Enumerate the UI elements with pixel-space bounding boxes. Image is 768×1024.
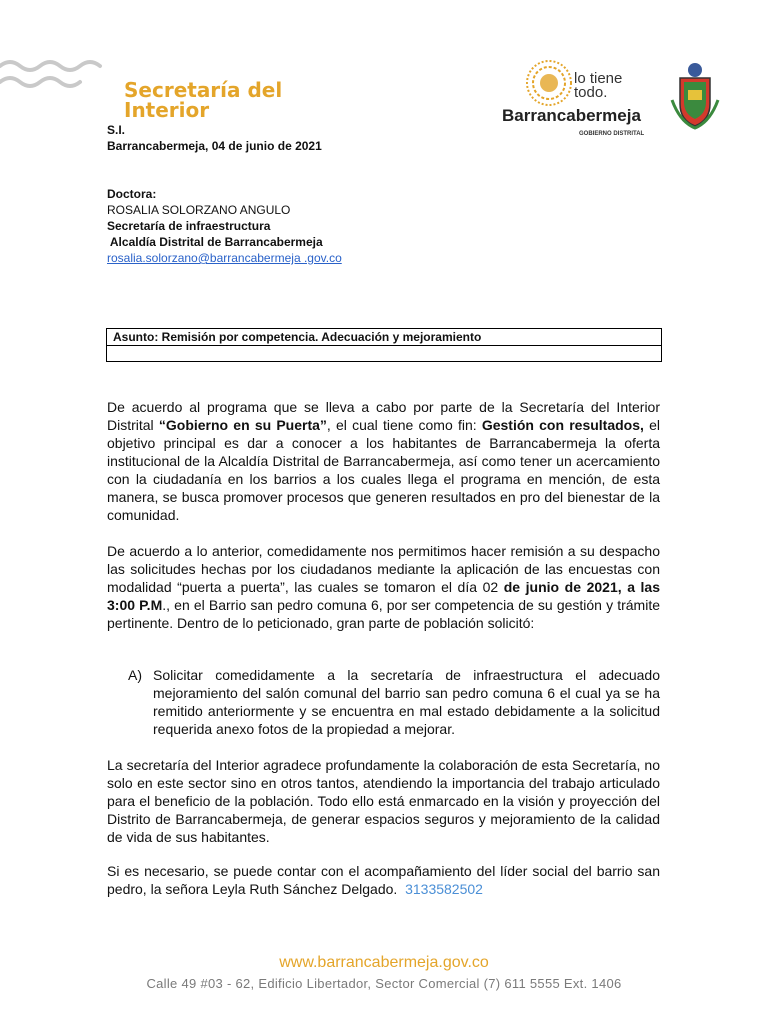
request-list-item — [128, 666, 660, 738]
recipient-name: ROSALIA SOLORZANO ANGULO — [107, 203, 291, 217]
city-name: Barrancabermeja — [502, 106, 641, 125]
footer-website[interactable]: www.barrancabermeja.gov.co — [279, 954, 489, 971]
list-marker: A) — [128, 667, 142, 683]
request-text: Solicitar comedidamente a la secretaría de infraestructura el adecuado mejoramiento del salón comunal del barrio san pedro comuna 6 el cual ya se ha remitido anteriormente y se encuentra en mal estado debidamente a la solicitud requerida anexo fotos de la propiedad a mejorar. — [153, 667, 660, 737]
survey-date: de junio de 2021, a las 3:00 P.M — [107, 579, 661, 613]
p4-text: Si es necesario, se puede contar con el acompañamiento del líder social del barrio san pedro, la señora Leyla Ruth Sánchez Delgado. — [107, 863, 664, 897]
sun-emblem-icon — [524, 58, 574, 108]
department-line1: Secretaría del — [124, 78, 283, 102]
p1-text-c: , el cual tiene como fin: — [326, 417, 482, 433]
reference-code: S.I. — [107, 123, 126, 137]
department-line2: Interior — [124, 98, 210, 122]
subject-box — [106, 328, 662, 362]
recipient-email-link[interactable]: rosalia.solorzano@barrancabermeja .gov.co — [107, 251, 342, 265]
program-name: “Gobierno en su Puerta” — [158, 417, 327, 433]
program-goal: Gestión con resultados, — [481, 417, 644, 433]
subject-text: Asunto: Remisión por competencia. Adecuación y mejoramiento — [107, 329, 661, 346]
p2-text-a: De acuerdo a lo anterior, comedidamente nos permitimos hacer remisión a su despacho las solicitudes hechas por los ciudadanos mediante la aplicación de las encuestas con modalidad “puerta a puerta”, las cuales se tomaron el día 02 — [107, 543, 660, 595]
p1-text-e: el objetivo principal es dar a conocer a los habitantes de Barrancabermeja la oferta institucional de la Alcaldía Distrital de Barrancabermeja, así como tener un acercamiento con la ciudadanía en los barrios a los cuales llega el programa en mención, de esta manera, se busca promover procesos que generen resultados en pro del bienestar de la comunidad. — [107, 417, 661, 523]
contact-phone: 3133582502 — [405, 881, 483, 897]
recipient-office: Secretaría de infraestructura — [107, 219, 271, 233]
paragraph-contact — [107, 862, 664, 898]
district-tag: GOBIERNO DISTRITAL — [579, 131, 645, 137]
slogan — [574, 72, 622, 100]
paragraph-referral — [107, 542, 660, 632]
paragraph-thanks: La secretaría del Interior agradece profundamente la colaboración de esta Secretaría, no solo en este sector sino en otros tantos, atendiendo la importancia del trabajo articulado para el beneficio de la población. Todo ello está enmarcado en la visión y proyección del Distrito de Barrancabermeja, de generar espacios seguros y mejoramiento de la calidad de vida de sus habitantes. — [107, 757, 660, 845]
footer-address: Calle 49 #03 - 62, Edificio Libertador, Sector Comercial (7) 611 5555 Ext. 1406 — [146, 976, 622, 991]
place-date: Barrancabermeja, 04 de junio de 2021 — [107, 139, 322, 153]
slogan-line2: todo. — [574, 84, 608, 101]
paragraph-intro — [107, 398, 660, 524]
wave-decoration-icon — [0, 58, 110, 92]
p1-text-a: De acuerdo al programa que se lleva a cabo por parte de la Secretaría del Interior Distrital — [107, 399, 660, 433]
recipient-entity: Alcaldía Distrital de Barrancabermeja — [107, 235, 323, 249]
p2-text-c: ., en el Barrio san pedro comuna 6, por ser competencia de su gestión y trámite pertinente. Dentro de lo peticionado, gran parte de población solicitó: — [107, 597, 661, 631]
department-logo-text — [124, 80, 282, 120]
salutation: Doctora: — [107, 187, 157, 201]
slogan-line1: lo tiene — [574, 70, 623, 87]
city-brand-logo — [502, 56, 660, 146]
coat-of-arms-icon — [670, 60, 720, 132]
